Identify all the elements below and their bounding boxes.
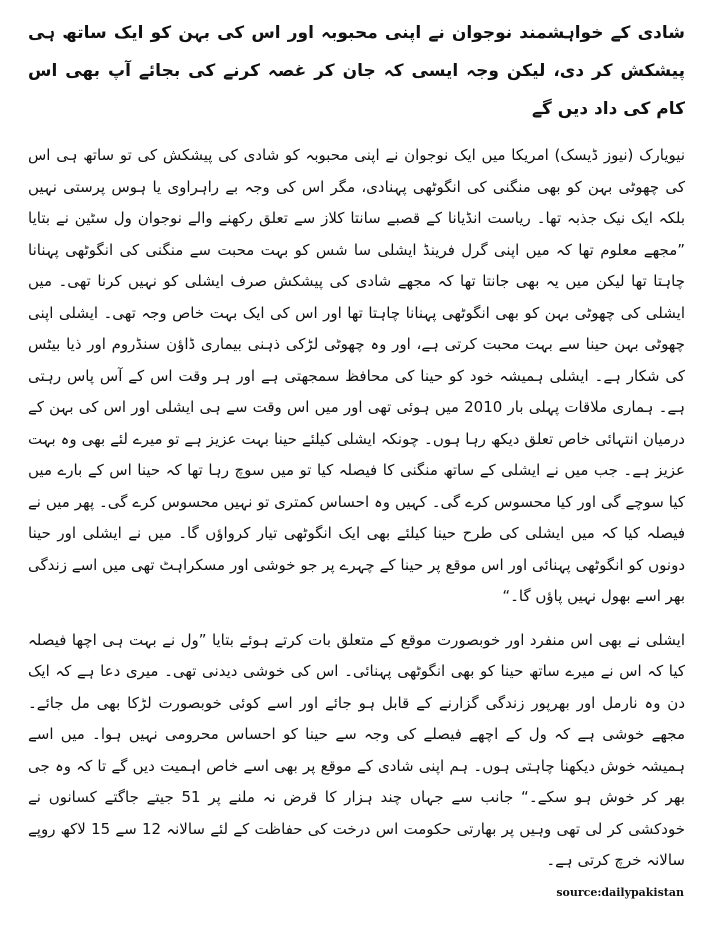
article-paragraph-1: نیویارک (نیوز ڈیسک) امریکا میں ایک نوجوان نے اپنی محبوبہ کو شادی کی پیشکش کی تو ساتھ ہی اس کی چھوٹی بہن کو بھی منگنی کی انگوٹھی پہنادی، مگر اس کی وجہ بے راہراوی یا ہوس پرستی نہیں بلکہ ایک نیک جذبہ تھا۔ ریاست انڈیانا کے قصبے سانتا کلاز سے تعلق رکھنے والے نوجوان ول سٹین نے بتایا ”مجھے معلوم تھا کہ میں اپنی گرل فرینڈ ایشلی سا شس کو بہت محبت سے منگنی کی انگوٹھی پہنانا چاہتا تھا لیکن میں یہ بھی جانتا تھا کہ مجھے شادی کی پیشکش صرف ایشلی کو نہیں کرنا تھی۔ میں ایشلی کی چھوٹی بہن کو بھی انگوٹھی پہنانا چاہتا تھا اور اس کی ایک بہت خاص وجہ تھی۔ ایشلی اپنی چھوٹی بہن حینا سے بہت محبت کرتی ہے، اور وہ چھوٹی لڑکی ذہنی بیماری ڈاﺅن سنڈروم اور ذیا بیٹس کی شکار ہے۔ ایشلی ہمیشہ خود کو حینا کی محافظ سمجھتی ہے اور ہر وقت اس کے آس پاس رہتی ہے۔ ہماری ملاقات پہلی بار 2010 میں ہوئی تھی اور میں اس وقت سے ہی ایشلی اور اس کی بہن کے درمیان انتہائی خاص تعلق دیکھ رہا ہوں۔ چونکہ ایشلی کیلئے حینا بہت عزیز ہے تو میرے لئے بھی وہ بہت عزیز ہے۔ جب میں نے ایشلی کے ساتھ منگنی کا فیصلہ کیا تو میں سوچ رہا تھا کہ حینا اس کے بارے میں کیا سوچے گی اور کیا محسوس کرے گی۔ کہیں وہ احساس کمتری تو نہیں محسوس کرے گی۔ پھر میں نے فیصلہ کیا کہ میں ایشلی کی طرح حینا کیلئے بھی ایک انگوٹھی تیار کرواﺅں گا۔ میں نے ایشلی اور حینا دونوں کو انگوٹھی پہنائی اور اس موقع پر حینا کے چہرے پر جو خوشی اور مسکراہٹ تھی میں اسے زندگی بھر اسے بھول نہیں پاﺅں گا۔“ bbox=[28, 146, 685, 605]
article-paragraph-2: ایشلی نے بھی اس منفرد اور خوبصورت موقع کے متعلق بات کرتے ہوئے بتایا ”ول نے بہت ہی اچھا فیصلہ کیا کہ اس نے میرے ساتھ حینا کو بھی انگوٹھی پہنائی۔ اس کی خوشی دیدنی تھی۔ میری دعا ہے کہ ایک دن وہ نارمل اور بھرپور زندگی گزارنے کے قابل ہو جائے اور اسے کوئی خوبصورت لڑکا بھی مل جائے۔ مجھے خوشی ہے کہ ول کے اچھے فیصلے کی وجہ سے حینا کو احساس محرومی نہیں ہوا۔ میں اسے ہمیشہ خوش دیکھنا چاہتی ہوں۔ ہم اپنی شادی کے موقع پر بھی اسے خاص اہمیت دیں گے تا کہ وہ جی بھر کر خوش ہو سکے۔“ جانب سے جہاں چند ہزار کا قرض نہ ملنے پر 51 جیتے جاگتے کسانوں نے خودکشی کر لی تھی وہیں پر بھارتی حکومت اس درخت کی حفاظت کے لئے سالانہ 12 سے 15 لاکھ روپے سالانہ خرچ کرتی ہے۔ bbox=[28, 630, 685, 869]
source-credit: source:dailypakistan bbox=[556, 886, 684, 899]
article-headline: شادی کے خواہشمند نوجوان نے اپنی محبوبہ اور اس کی بہن کو ایک ساتھ ہی پیشکش کر دی، لیکن وجہ ایسی کہ جان کر غصہ کرنے کی بجائے آپ بھی اس کام کی داد دیں گے bbox=[28, 23, 685, 119]
